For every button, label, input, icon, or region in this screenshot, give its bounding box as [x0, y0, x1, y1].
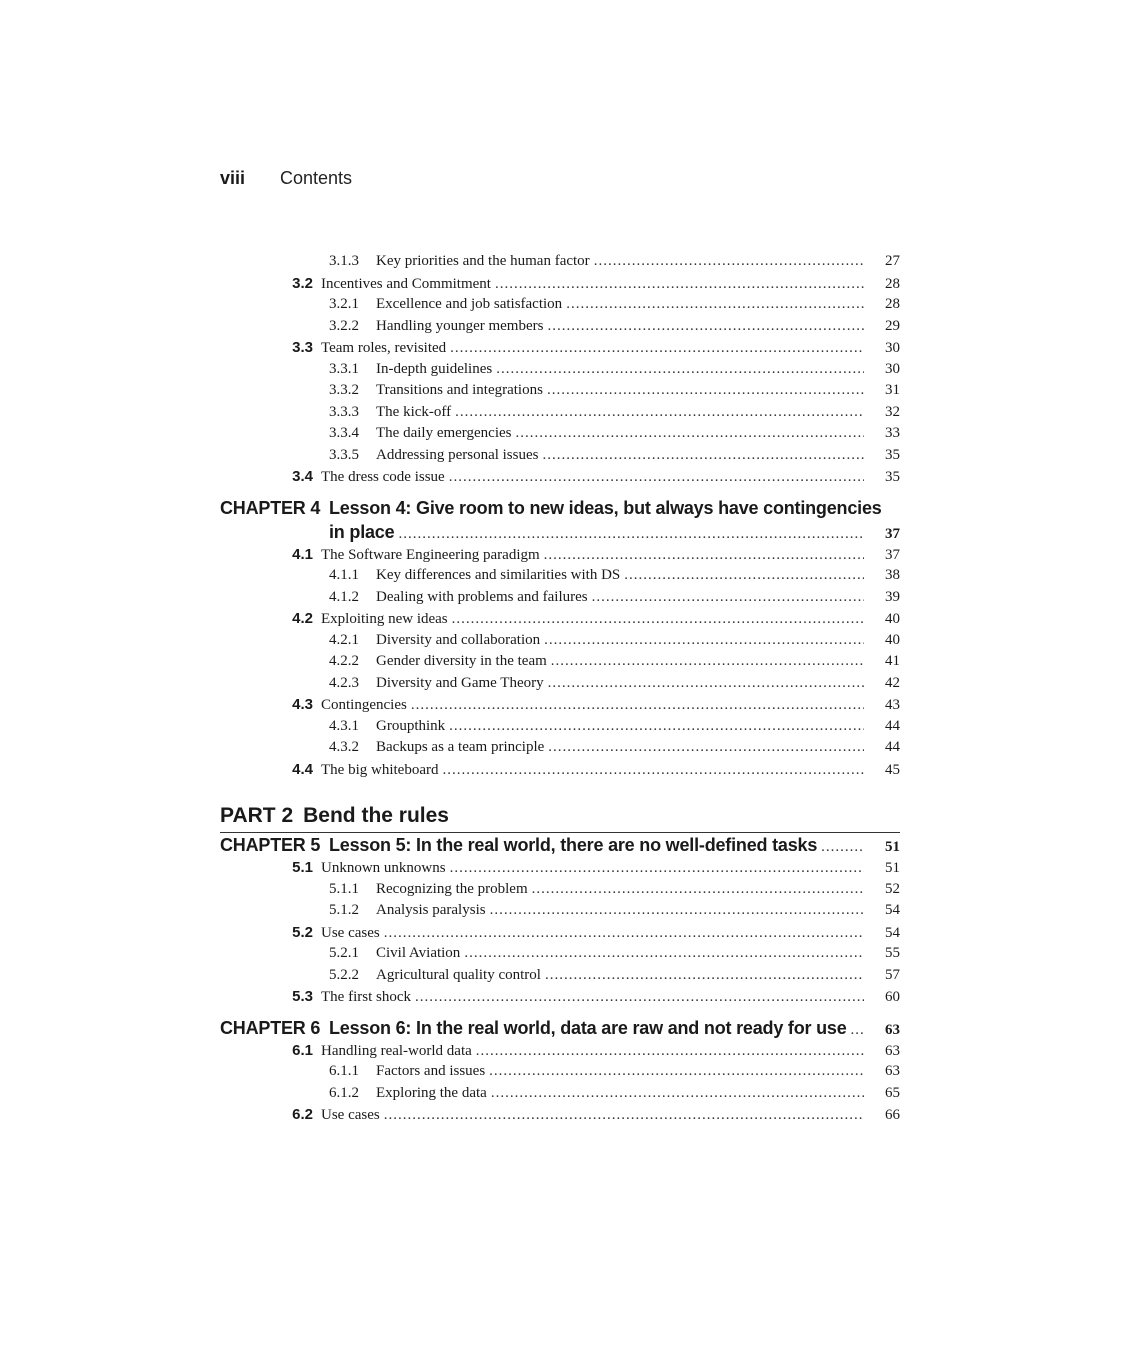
part-title: Bend the rules [303, 804, 449, 827]
leader-dots [496, 361, 864, 378]
section-number: 5.1 [292, 859, 313, 876]
entry-title: The big whiteboard [321, 761, 439, 778]
section-number: 6.1 [292, 1041, 313, 1059]
section-number: 4.1 [292, 545, 313, 563]
toc-subsection-entry[interactable] [220, 675, 900, 697]
chapter-4-entries [220, 546, 900, 783]
subsection-number: 4.3.2 [329, 739, 359, 755]
page-number: 33 [885, 425, 900, 441]
toc-subsection-entry[interactable] [220, 589, 900, 611]
subsection-number: 3.1.3 [329, 253, 359, 269]
subsection-number: 6.1.2 [329, 1084, 359, 1101]
toc-subsection-entry[interactable] [220, 632, 900, 654]
page-number: 35 [885, 469, 900, 485]
toc-section-entry[interactable] [220, 859, 900, 881]
subsection-number: 5.2.1 [329, 945, 359, 961]
toc-subsection-entry[interactable] [220, 425, 900, 447]
entry-title: In-depth guidelines [376, 360, 493, 377]
toc-subsection-entry[interactable] [220, 361, 900, 383]
leader-dots [489, 1063, 864, 1080]
leader-dots [547, 382, 864, 399]
page-number: 55 [885, 945, 900, 961]
toc-section-entry[interactable] [220, 1106, 900, 1128]
page-number: 43 [885, 697, 900, 713]
page-number: 44 [885, 739, 900, 755]
running-head [220, 168, 352, 192]
entry-title: Factors and issues [376, 1063, 486, 1079]
leader-dots [542, 447, 864, 464]
chapter-page: 37 [885, 525, 900, 542]
section-number: 3.3 [292, 339, 313, 356]
entry-title: The dress code issue [321, 469, 445, 485]
page-number: 45 [885, 761, 900, 778]
leader-dots [476, 1043, 864, 1060]
leader-dots [544, 632, 864, 649]
leader-dots [449, 718, 864, 735]
leader-dots [450, 860, 864, 877]
leader-dots [548, 739, 864, 756]
chapter-4-heading[interactable] [220, 498, 900, 546]
chapter-label: CHAPTER 5 [220, 835, 321, 855]
entry-title: Handling younger members [376, 317, 544, 334]
page-number: 66 [885, 1107, 900, 1123]
page-number: 39 [885, 588, 900, 605]
section-number: 5.2 [292, 923, 313, 941]
chapter-label: CHAPTER 6 [220, 1017, 321, 1038]
toc-section-entry[interactable] [220, 761, 900, 783]
toc-subsection-entry[interactable] [220, 653, 900, 675]
page-number: 30 [885, 360, 900, 377]
toc-section-entry[interactable] [220, 696, 900, 718]
leader-dots [449, 469, 864, 486]
page-number: 40 [885, 611, 900, 627]
leader-dots [547, 318, 864, 335]
page-number: 29 [885, 317, 900, 334]
chapter-page: 63 [885, 1021, 900, 1038]
entry-title: Dealing with problems and failures [376, 588, 588, 605]
leader-dots [398, 526, 864, 543]
part-heading[interactable] [220, 804, 900, 833]
toc-section-entry[interactable] [220, 610, 900, 632]
subsection-number: 5.2.2 [329, 966, 359, 983]
toc-subsection-entry[interactable] [220, 739, 900, 761]
leader-dots [544, 547, 864, 564]
toc-section-entry[interactable] [220, 546, 900, 568]
subsection-number: 6.1.1 [329, 1063, 359, 1079]
leader-dots [516, 425, 865, 442]
page-number: 35 [885, 446, 900, 463]
leader-dots [384, 925, 864, 942]
chapter-title: Lesson 6: In the real world, data are raw and not ready for use [329, 1017, 847, 1038]
entry-title: Use cases [321, 924, 380, 941]
page-number: 37 [885, 546, 900, 563]
toc-section-entry[interactable] [220, 924, 900, 946]
leader-dots [495, 276, 864, 293]
page-number: 32 [885, 403, 900, 420]
toc-section-entry[interactable] [220, 275, 900, 297]
page-number: 63 [885, 1042, 900, 1059]
toc-subsection-entry[interactable] [220, 253, 900, 275]
page-number: 30 [885, 340, 900, 356]
toc-section-entry[interactable] [220, 988, 900, 1010]
entry-title: Contingencies [321, 697, 407, 713]
section-number: 4.2 [292, 610, 313, 627]
page-number: 38 [885, 567, 900, 583]
page-number: 52 [885, 880, 900, 897]
section-number: 4.4 [292, 760, 313, 778]
page-number: 41 [885, 653, 900, 669]
subsection-number: 4.1.1 [329, 567, 359, 583]
subsection-number: 5.1.1 [329, 880, 359, 897]
toc-subsection-entry[interactable] [220, 567, 900, 589]
toc-subsection-entry[interactable] [220, 382, 900, 404]
leader-dots [464, 945, 864, 962]
entry-title: Team roles, revisited [321, 340, 447, 356]
toc-subsection-entry[interactable] [220, 1063, 900, 1085]
subsection-number: 5.1.2 [329, 902, 359, 918]
entry-title: Excellence and job satisfaction [376, 296, 563, 312]
running-title: Contents [280, 168, 353, 188]
leader-dots [450, 340, 864, 357]
entry-title: The Software Engineering paradigm [321, 546, 540, 563]
leader-dots [532, 881, 864, 898]
toc-subsection-entry[interactable] [220, 447, 900, 469]
toc-subsection-entry[interactable] [220, 967, 900, 989]
entry-title: Transitions and integrations [376, 382, 543, 398]
entry-title: Diversity and collaboration [376, 631, 541, 648]
leader-dots [491, 1085, 864, 1102]
page-number: 42 [885, 674, 900, 691]
chapter-title: Lesson 4: Give room to new ideas, but always have contingencies [329, 497, 882, 518]
entry-title: Analysis paralysis [376, 902, 486, 918]
subsection-number: 3.3.5 [329, 446, 359, 463]
section-number: 6.2 [292, 1106, 313, 1123]
page-number: 51 [885, 860, 900, 876]
toc-subsection-entry[interactable] [220, 881, 900, 903]
subsection-number: 3.3.2 [329, 382, 359, 398]
toc-subsection-entry[interactable] [220, 902, 900, 924]
toc-subsection-entry[interactable] [220, 318, 900, 340]
chapter-5-entries [220, 859, 900, 1010]
leader-dots [455, 404, 864, 421]
subsection-number: 4.2.1 [329, 631, 359, 648]
table-of-contents [220, 253, 900, 1128]
subsection-number: 3.2.2 [329, 317, 359, 334]
page-number: 28 [885, 296, 900, 312]
chapter-label: CHAPTER 4 [220, 497, 321, 518]
toc-section-entry[interactable] [220, 1042, 900, 1064]
chapter-6-entries [220, 1042, 900, 1128]
subsection-number: 3.3.3 [329, 403, 359, 420]
page-number: 44 [885, 717, 900, 734]
leader-dots [411, 697, 864, 714]
entry-title: Groupthink [376, 717, 446, 734]
section-number: 4.3 [292, 696, 313, 713]
leader-dots [594, 253, 864, 270]
part-label: PART 2 [220, 804, 294, 827]
entry-title: The daily emergencies [376, 425, 512, 441]
leader-dots [592, 589, 864, 606]
entry-title: Exploring the data [376, 1084, 487, 1101]
entry-title: Recognizing the problem [376, 880, 528, 897]
chapter-5-heading[interactable] [220, 835, 900, 859]
entry-title: Use cases [321, 1107, 380, 1123]
leader-dots [624, 567, 864, 584]
page-number: 60 [885, 989, 900, 1005]
toc-subsection-entry[interactable] [220, 296, 900, 318]
page-number: 65 [885, 1084, 900, 1101]
entry-title: Exploiting new ideas [321, 611, 448, 627]
entry-title: Agricultural quality control [376, 966, 541, 983]
leader-dots [851, 1022, 864, 1039]
toc-block-chapter3-tail [220, 253, 900, 490]
page-number: 54 [885, 924, 900, 941]
chapter-title: Lesson 5: In the real world, there are no well-defined tasks [329, 835, 818, 855]
page-folio: viii [220, 168, 246, 188]
subsection-number: 4.2.3 [329, 674, 359, 691]
page-number: 63 [885, 1063, 900, 1079]
leader-dots [548, 675, 864, 692]
leader-dots [442, 762, 864, 779]
entry-title: Gender diversity in the team [376, 653, 547, 669]
chapter-title-continued: in place [329, 521, 395, 542]
page-number: 40 [885, 631, 900, 648]
entry-title: Addressing personal issues [376, 446, 539, 463]
leader-dots [821, 839, 864, 856]
chapter-6-heading[interactable] [220, 1018, 900, 1042]
leader-dots [415, 989, 864, 1006]
entry-title: Unknown unknowns [321, 860, 446, 876]
entry-title: Incentives and Commitment [321, 275, 491, 292]
subsection-number: 3.2.1 [329, 296, 359, 312]
subsection-number: 4.2.2 [329, 653, 359, 669]
leader-dots [545, 967, 864, 984]
leader-dots [384, 1107, 864, 1124]
page-number: 27 [885, 253, 900, 269]
section-number: 5.3 [292, 988, 313, 1005]
entry-title: Key priorities and the human factor [376, 253, 590, 269]
entry-title: Backups as a team principle [376, 739, 545, 755]
subsection-number: 3.3.4 [329, 425, 359, 441]
section-number: 3.2 [292, 274, 313, 292]
page-number: 31 [885, 382, 900, 398]
subsection-number: 4.3.1 [329, 717, 359, 734]
entry-title: Diversity and Game Theory [376, 674, 544, 691]
page-number: 57 [885, 966, 900, 983]
entry-title: The kick-off [376, 403, 452, 420]
leader-dots [566, 296, 864, 313]
page-number: 54 [885, 902, 900, 918]
entry-title: Key differences and similarities with DS [376, 567, 621, 583]
chapter-page: 51 [885, 839, 900, 855]
subsection-number: 3.3.1 [329, 360, 359, 377]
subsection-number: 4.1.2 [329, 588, 359, 605]
leader-dots [452, 611, 864, 628]
toc-subsection-entry[interactable] [220, 945, 900, 967]
leader-dots [490, 902, 864, 919]
page-number: 28 [885, 275, 900, 292]
leader-dots [551, 653, 864, 670]
toc-subsection-entry[interactable] [220, 404, 900, 426]
toc-section-entry[interactable] [220, 339, 900, 361]
entry-title: The first shock [321, 989, 411, 1005]
entry-title: Civil Aviation [376, 945, 461, 961]
toc-subsection-entry[interactable] [220, 718, 900, 740]
entry-title: Handling real-world data [321, 1042, 472, 1059]
toc-section-entry[interactable] [220, 468, 900, 490]
toc-subsection-entry[interactable] [220, 1085, 900, 1107]
section-number: 3.4 [292, 468, 313, 485]
